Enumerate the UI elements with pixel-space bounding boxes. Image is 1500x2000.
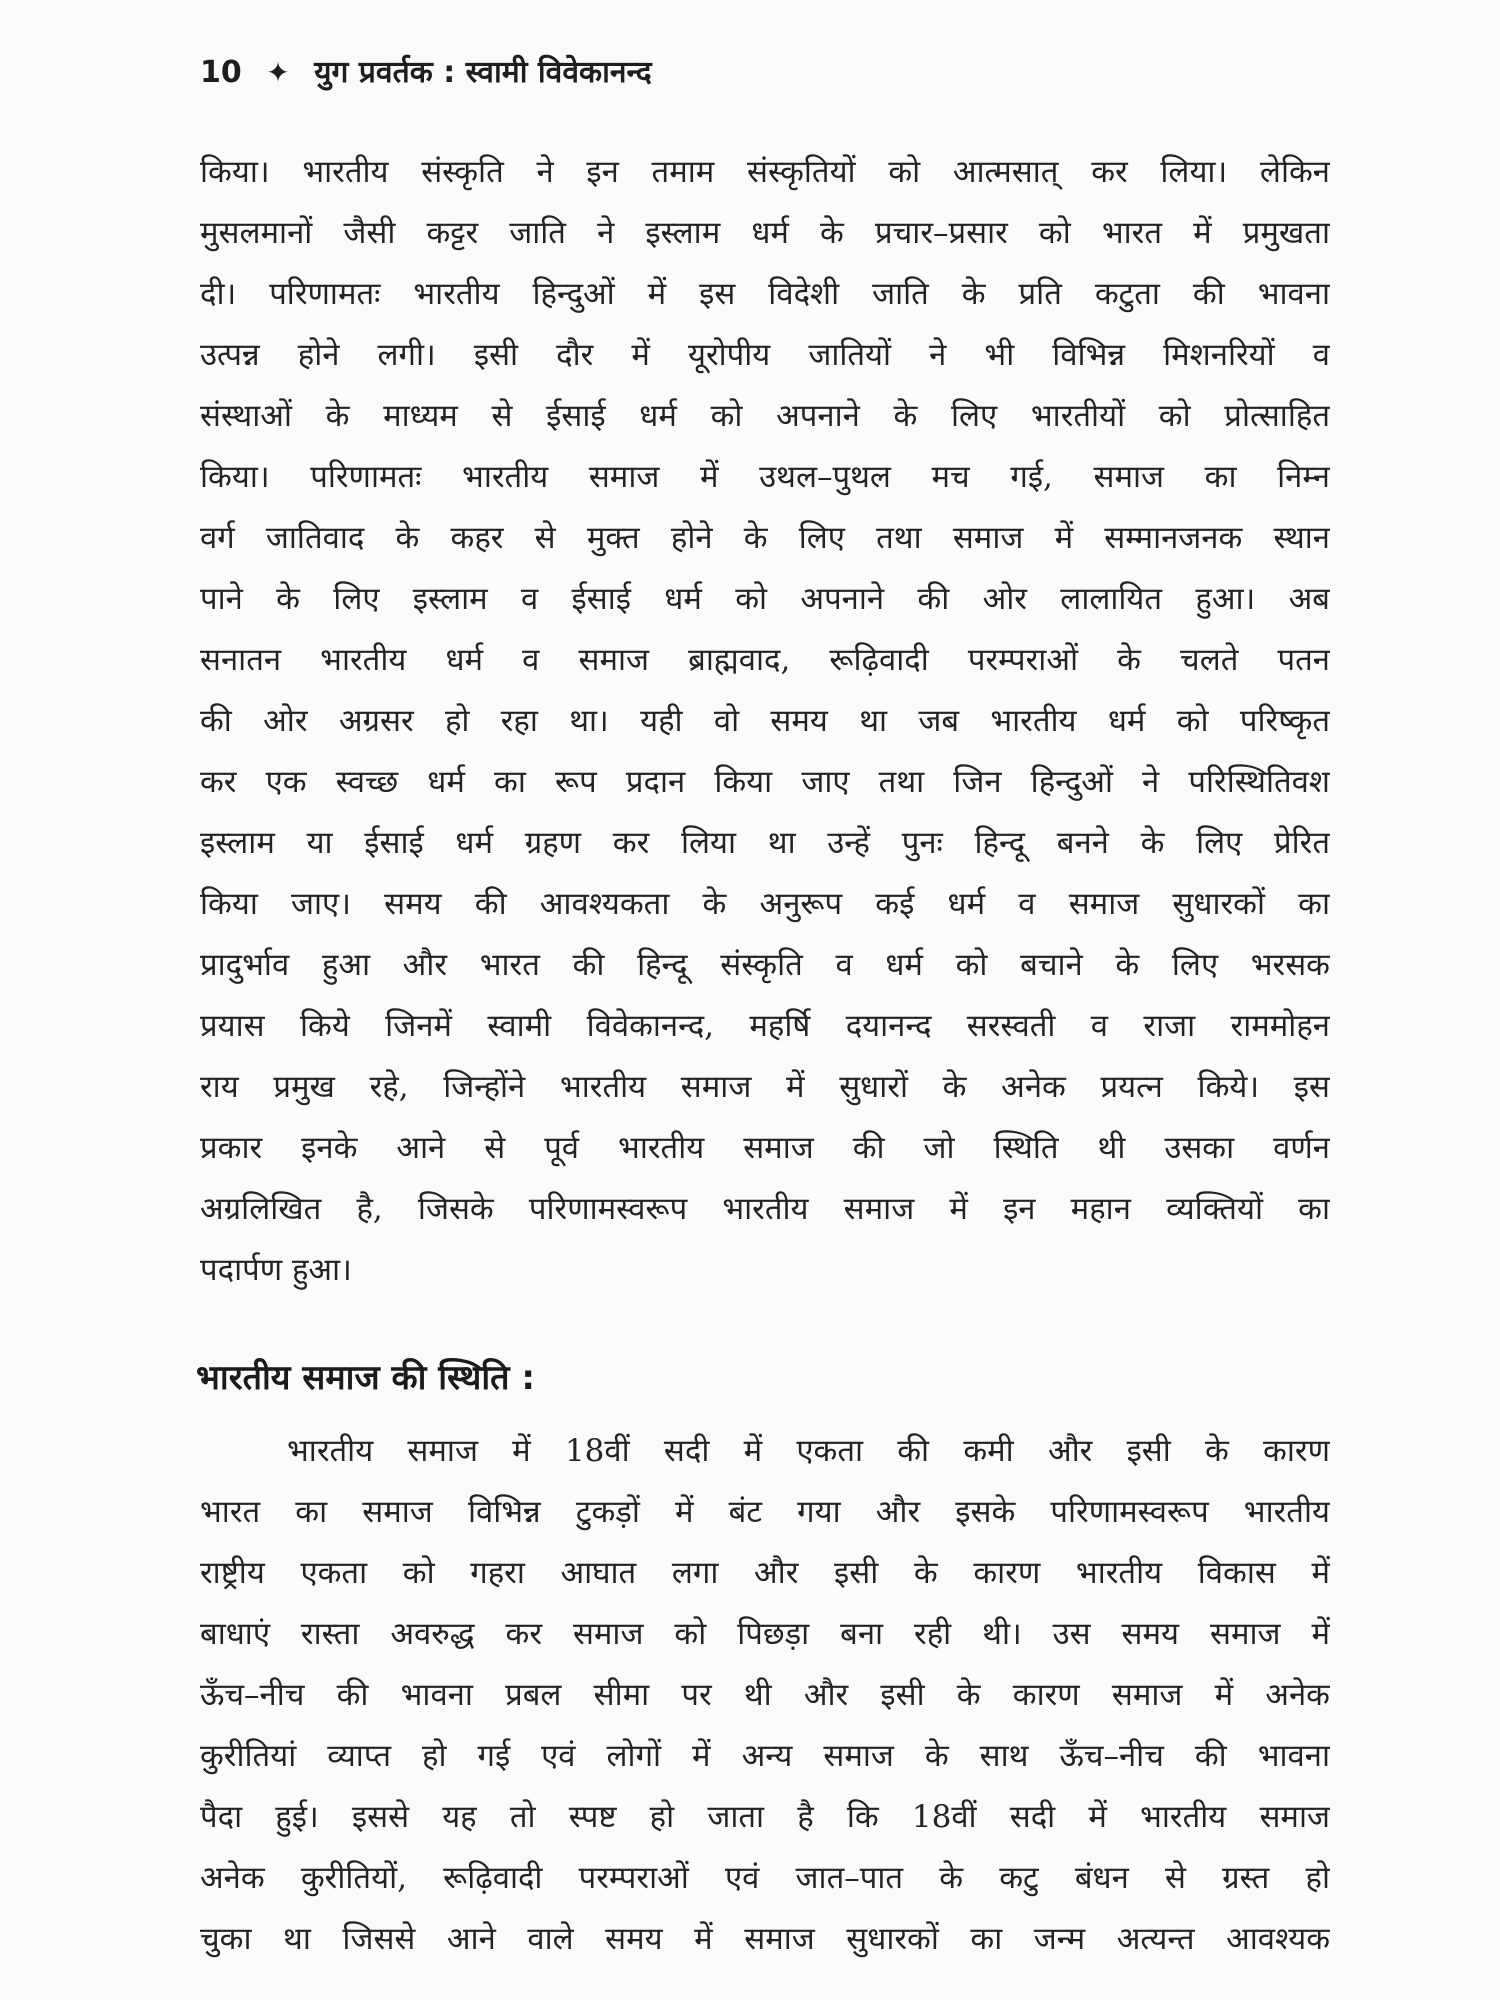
text-line: राय प्रमुख रहे, जिन्होंने भारतीय समाज में सुधारों के अनेक प्रयत्न किये। इस (200, 1069, 1330, 1105)
text-line: संस्थाओं के माध्यम से ईसाई धर्म को अपनाने के लिए भारतीयों को प्रोत्साहित (200, 398, 1330, 434)
text-line: इस्लाम या ईसाई धर्म ग्रहण कर लिया था उन्हें पुनः हिन्दू बनने के लिए प्रेरित (200, 825, 1330, 861)
section-heading: भारतीय समाज की स्थिति : (196, 1358, 535, 1398)
text-line: मुसलमानों जैसी कट्टर जाति ने इस्लाम धर्म के प्रचार–प्रसार को भारत में प्रमुखता (200, 215, 1330, 251)
text-line: किया। भारतीय संस्कृति ने इन तमाम संस्कृतियों को आत्मसात् कर लिया। लेकिन (200, 154, 1330, 190)
text-line: प्रयास किये जिनमें स्वामी विवेकानन्द, महर्षि दयानन्द सरस्वती व राजा राममोहन (200, 1008, 1330, 1044)
text-line: प्रकार इनके आने से पूर्व भारतीय समाज की जो स्थिति थी उसका वर्णन (200, 1130, 1330, 1166)
book-title: युग प्रवर्तक : स्वामी विवेकानन्द (314, 55, 652, 90)
text-line: बाधाएं रास्ता अवरुद्ध कर समाज को पिछड़ा बना रही थी। उस समय समाज में (200, 1616, 1330, 1652)
text-line: कर एक स्वच्छ धर्म का रूप प्रदान किया जाए तथा जिन हिन्दुओं ने परिस्थितिवश (200, 764, 1330, 800)
star-ornament-icon: ✦ (266, 56, 290, 89)
running-header (200, 50, 666, 91)
text-line: कुरीतियां व्याप्त हो गई एवं लोगों में अन्य समाज के साथ ऊँच–नीच की भावना (200, 1738, 1330, 1774)
text-line: पदार्पण हुआ। (200, 1252, 352, 1288)
text-line: ऊँच–नीच की भावना प्रबल सीमा पर थी और इसी के कारण समाज में अनेक (200, 1677, 1330, 1713)
text-line: चुका था जिससे आने वाले समय में समाज सुधारकों का जन्म अत्यन्त आवश्यक (200, 1921, 1330, 1957)
text-line: किया। परिणामतः भारतीय समाज में उथल–पुथल मच गई, समाज का निम्न (200, 459, 1330, 495)
text-line: प्रादुर्भाव हुआ और भारत की हिन्दू संस्कृति व धर्म को बचाने के लिए भरसक (200, 947, 1330, 983)
text-line: राष्ट्रीय एकता को गहरा आघात लगा और इसी के कारण भारतीय विकास में (200, 1555, 1330, 1591)
text-line: की ओर अग्रसर हो रहा था। यही वो समय था जब भारतीय धर्म को परिष्कृत (200, 703, 1330, 739)
text-line: अग्रलिखित है, जिसके परिणामस्वरूप भारतीय समाज में इन महान व्यक्तियों का (200, 1191, 1330, 1227)
text-line: दी। परिणामतः भारतीय हिन्दुओं में इस विदेशी जाति के प्रति कटुता की भावना (200, 276, 1330, 312)
text-line: किया जाए। समय की आवश्यकता के अनुरूप कई धर्म व समाज सुधारकों का (200, 886, 1330, 922)
text-line: भारत का समाज विभिन्न टुकड़ों में बंट गया और इसके परिणामस्वरूप भारतीय (200, 1494, 1330, 1530)
text-line: उत्पन्न होने लगी। इसी दौर में यूरोपीय जातियों ने भी विभिन्न मिशनरियों व (200, 337, 1330, 373)
text-line: अनेक कुरीतियों, रूढ़िवादी परम्पराओं एवं जात–पात के कटु बंधन से ग्रस्त हो (200, 1860, 1330, 1896)
text-line: भारतीय समाज में 18वीं सदी में एकता की कमी और इसी के कारण (287, 1433, 1330, 1469)
text-line: वर्ग जातिवाद के कहर से मुक्त होने के लिए तथा समाज में सम्मानजनक स्थान (200, 520, 1330, 556)
text-line: पाने के लिए इस्लाम व ईसाई धर्म को अपनाने की ओर लालायित हुआ। अब (200, 581, 1330, 617)
text-line: सनातन भारतीय धर्म व समाज ब्राह्मवाद, रूढ़िवादी परम्पराओं के चलते पतन (200, 642, 1330, 678)
page-number: 10 (200, 55, 242, 90)
text-line: पैदा हुई। इससे यह तो स्पष्ट हो जाता है कि 18वीं सदी में भारतीय समाज (200, 1799, 1330, 1835)
